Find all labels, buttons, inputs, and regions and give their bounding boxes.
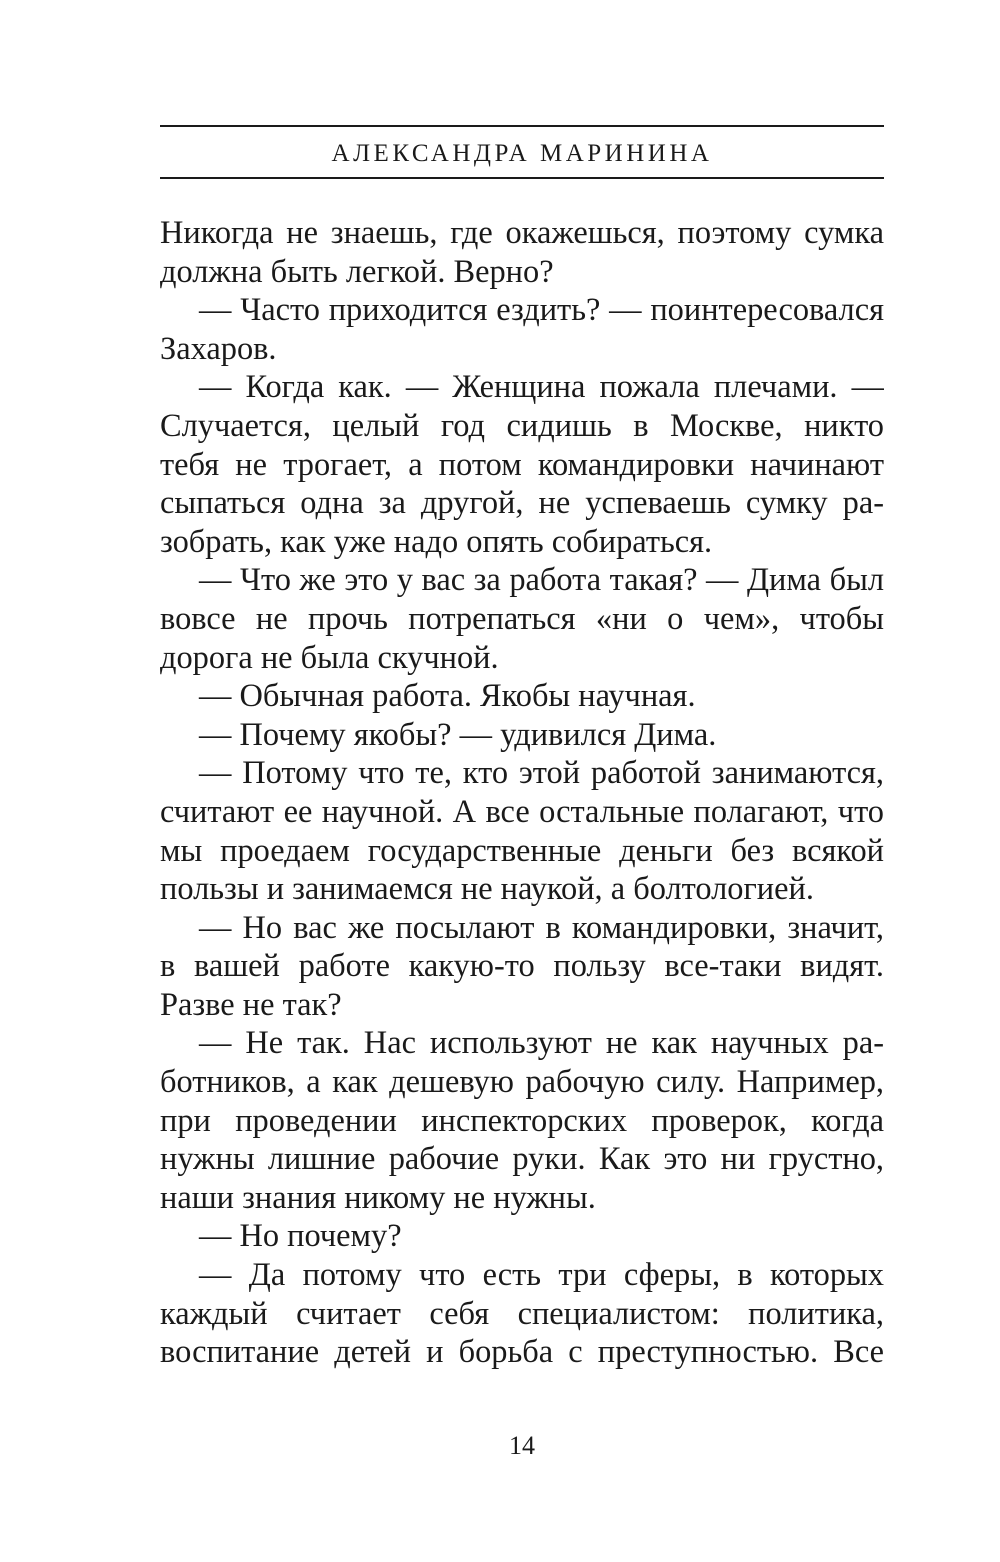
text-line: Захаров.: [160, 330, 277, 367]
text-line: — Что же это у вас за работа такая? — Дима был: [199, 562, 884, 599]
text-line: Случается, целый год сидишь в Москве, никто: [160, 407, 884, 444]
text-line: зобрать, как уже надо опять собираться.: [160, 523, 713, 560]
text-line: Разве не так?: [160, 986, 342, 1023]
text-line: должна быть легкой. Верно?: [160, 253, 554, 290]
text-line: каждый считает себя специалистом: политика,: [160, 1295, 884, 1332]
text-line: — Но почему?: [199, 1218, 402, 1255]
text-line: — Обычная работа. Якобы научная.: [199, 678, 696, 715]
text-line: тебя не трогает, а потом командировки начинают: [160, 446, 884, 483]
text-line: в вашей работе какую-то пользу все-таки видят.: [160, 948, 884, 985]
running-head-author: АЛЕКСАНДРА МАРИНИНА: [331, 140, 713, 167]
text-line: мы проедаем государственные деньги без всякой: [160, 832, 884, 869]
text-line: — Но вас же посылают в командировки, значит,: [199, 909, 884, 946]
text-line: — Да потому что есть три сферы, в которых: [199, 1257, 884, 1294]
text-line: — Когда как. — Женщина пожала плечами. —: [199, 369, 884, 406]
text-line: — Почему якобы? — удивился Дима.: [199, 716, 717, 753]
text-line: наши знания никому не нужны.: [160, 1179, 596, 1216]
text-line: — Потому что те, кто этой работой занимаются,: [199, 755, 884, 792]
text-line: — Не так. Нас используют не как научных ра-: [199, 1025, 884, 1062]
header-rule-bottom: [160, 177, 884, 179]
text-line: вовсе не прочь потрепаться «ни о чем», чтобы: [160, 600, 884, 637]
text-line: сыпаться одна за другой, не успеваешь сумку ра-: [160, 485, 884, 522]
body-text: [160, 214, 884, 1404]
text-line: — Часто приходится ездить? — поинтересовался: [199, 292, 884, 329]
text-line: Никогда не знаешь, где окажешься, поэтому сумка: [160, 215, 884, 251]
text-line: считают ее научной. А все остальные полагают, что: [160, 793, 884, 830]
text-line: дорога не была скучной.: [160, 639, 499, 676]
text-line: пользы и занимаемся не наукой, а болтологией.: [160, 871, 814, 908]
page-number: 14: [509, 1431, 535, 1460]
text-line: нужны лишние рабочие руки. Как это ни грустно,: [160, 1141, 884, 1178]
text-line: при проведении инспекторских проверок, когда: [160, 1102, 884, 1139]
text-line: воспитание детей и борьба с преступностью. Все: [160, 1334, 884, 1371]
text-line: ботников, а как дешевую рабочую силу. Например,: [160, 1064, 884, 1101]
header-rule-top: [160, 125, 884, 127]
